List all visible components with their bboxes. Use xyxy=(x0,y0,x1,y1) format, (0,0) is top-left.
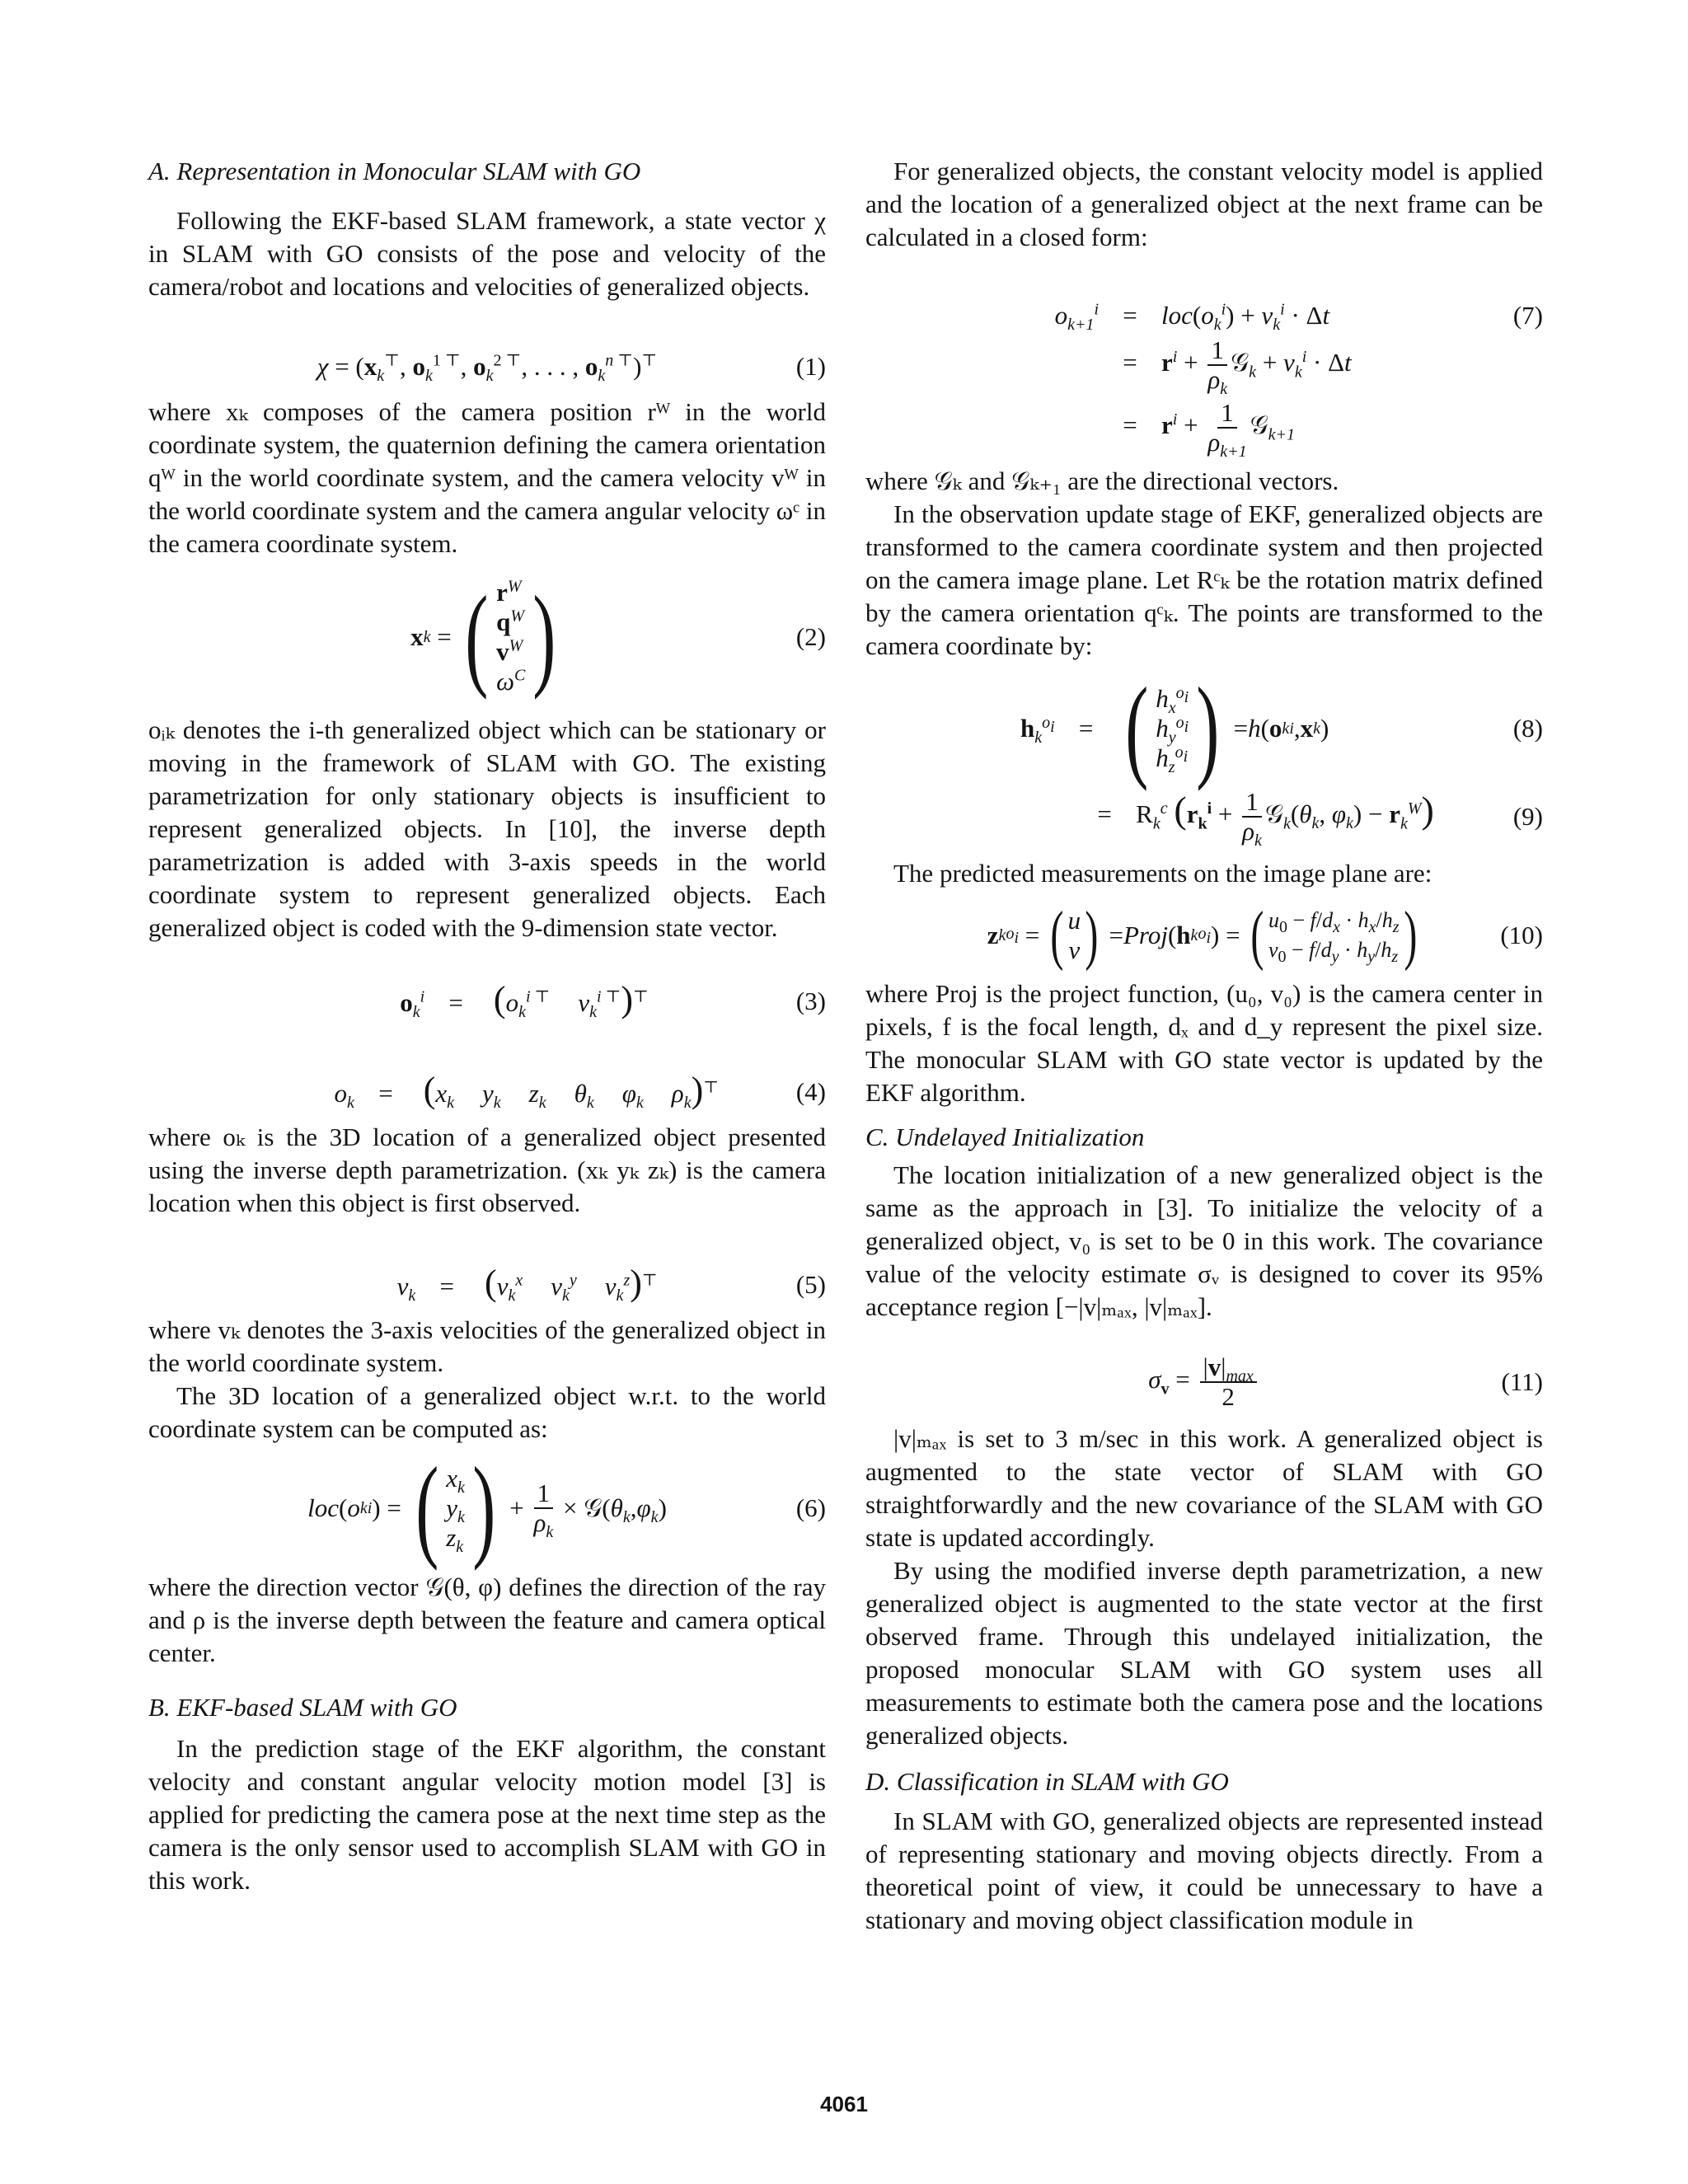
equation-7 xyxy=(865,297,1543,460)
equation-3 xyxy=(148,972,826,1030)
section-heading-c: C. Undelayed Initialization xyxy=(865,1122,1145,1151)
paragraph: where xₖ composes of the camera position rᵂ in the world coordinate system, the quaternion defining the camera orientation qᵂ in the world coordinate system, and the camera velocity vᵂ in the world coordinate system and the camera angular velocity ωᶜ in the camera coordinate system. xyxy=(148,397,826,558)
equation-number: (4) xyxy=(795,1077,826,1106)
equation-body: $o_k = (x_k$ $y_k$ $z_k$ $\theta_k$ $\varphi_k$ $\rho_k)^⊤$ xyxy=(334,1070,720,1113)
equation-number: (1) xyxy=(795,352,826,381)
equation-body: z k $o_i$ = ( u v ) = Proj ( h k $o_i$ ) = ( $u_0 - f/d_x \cdot h_x/h_z$ $v_0 - f/d_y \cdot h_y/h_z$ ) xyxy=(987,899,1417,972)
equation-number: (2) xyxy=(795,622,826,651)
paragraph: where Proj is the project function, (u₀, v₀) is the camera center in pixels, f is the focal length, dₓ and d_y represent the pixel size. The monocular SLAM with GO state vector is updated by the EKF algorithm. xyxy=(865,979,1543,1107)
equation-5 xyxy=(148,1256,826,1314)
paragraph: Following the EKF-based SLAM framework, a state vector χ in SLAM with GO consists of the pose and velocity of the camera/robot and locations and velocities of generalized objects. xyxy=(148,206,826,301)
paragraph: where oₖ is the 3D location of a generalized object presented using the inverse depth parametrization. (xₖ yₖ zₖ) is the camera location when this object is first observed. xyxy=(148,1122,826,1217)
equation-4 xyxy=(148,1063,826,1121)
equation-body: loc ( o k i ) = ( $x_k$ $y_k$ $z_k$ ) + $\frac{1}{\rho_k}$ × 𝒢( $\theta_k$ , $\varphi_k$ ) xyxy=(307,1444,667,1572)
equation-6 xyxy=(148,1444,826,1572)
equation-line: = $r^i$ + $\frac{1}{\rho_{k+1}}$ 𝒢$_{k+1}$ xyxy=(1123,398,1296,462)
equation-line: = $r^i$ + $\frac{1}{\rho_k}$ 𝒢$_k$ + $v_k^i \cdot \Delta t$ xyxy=(1123,335,1352,399)
equation-8-9 xyxy=(865,664,1543,852)
equation-2 xyxy=(148,567,826,707)
paragraph: where vₖ denotes the 3-axis velocities of the generalized object in the world coordinate system. xyxy=(148,1315,826,1377)
paragraph: By using the modified inverse depth parametrization, a new generalized object is augmented to the state vector at the first observed frame. Through this undelayed initialization, the proposed monocular SLAM with GO system uses all measurements to estimate both the camera pose and the locations generalized objects. xyxy=(865,1556,1543,1750)
paragraph: For generalized objects, the constant velocity model is applied and the location of a generalized object at the next frame can be calculated in a closed form: xyxy=(865,157,1543,251)
equation-body: $\sigma_v$ = $\frac{|v|_{max}}{2}$ xyxy=(1148,1353,1260,1411)
paragraph: The predicted measurements on the image plane are: xyxy=(893,859,1432,888)
equation-number: (9) xyxy=(1512,802,1543,831)
right-column xyxy=(865,155,1543,1937)
paragraph: |v|ₘₐₓ is set to 3 m/sec in this work. A generalized object is augmented to the state vector of SLAM with GO straightforwardly and the new covariance of the SLAM with GO state is updated accordingly. xyxy=(865,1424,1543,1552)
equation-number: (8) xyxy=(1512,714,1543,743)
equation-body: $\chi = (x_k^⊤$, $o_k^{1 ⊤}$, $o_k^{2 ⊤}$, . . . , $o_k^{n ⊤})^⊤$ xyxy=(316,351,658,386)
equation-number: (11) xyxy=(1501,1367,1543,1396)
equation-1 xyxy=(148,346,826,387)
equation-number: (10) xyxy=(1500,921,1543,949)
page-number: 4061 xyxy=(820,2092,868,2116)
left-column xyxy=(148,155,826,1897)
equation-body: x k = ( $r^W$ $q^W$ $v^W$ $\omega^C$ ) xyxy=(410,573,556,701)
paragraph: where the direction vector 𝒢(θ, φ) defines the direction of the ray and ρ is the inverse depth between the feature and camera optical center. xyxy=(148,1572,826,1667)
paragraph: where 𝒢ₖ and 𝒢ₖ₊₁ are the directional vectors. xyxy=(865,466,1339,495)
paragraph: In the prediction stage of the EKF algorithm, the constant velocity and constant angular velocity motion model [3] is applied for predicting the camera pose at the next time step as the camera is the only sensor used to accomplish SLAM with GO in this work. xyxy=(148,1734,826,1895)
equation-10 xyxy=(865,897,1543,974)
equation-number: (5) xyxy=(795,1270,826,1299)
equation-body: $v_k = (v_k^x$ $v_k^y$ $v_k^z)^⊤$ xyxy=(396,1263,658,1305)
paragraph: In the observation update stage of EKF, generalized objects are transformed to the camera coordinate system and then projected on the camera image plane. Let Rᶜₖ be the rotation matrix defined by the camera orientation qᶜₖ. The points are transformed to the camera coordinate by: xyxy=(865,499,1543,660)
equation-number: (3) xyxy=(795,987,826,1015)
equation-line: = $R_k^c$ ($r_k^i$ + $\frac{1}{\rho_k}$ $𝒢_k(\theta_k$, $\varphi_k) - r_k^W$) (9) xyxy=(1097,787,1543,851)
paragraph: In SLAM with GO, generalized objects are represented instead of representing stationary and moving objects directly. From a theoretical point of view, it could be unnecessary to have a stationary and moving object classification module in xyxy=(865,1807,1543,1934)
section-heading-d: D. Classification in SLAM with GO xyxy=(865,1767,1229,1796)
equation-11 xyxy=(865,1342,1543,1422)
equation-body: $o_k^i = (o_k^{i ⊤}$ $v_k^{i ⊤})^⊤$ xyxy=(400,979,649,1022)
section-heading-b: B. EKF-based SLAM with GO xyxy=(148,1693,457,1722)
paragraph: The location initialization of a new generalized object is the same as the approach in [3]. To initialize the velocity of a generalized object, v₀ is set to be 0 in this work. The covariance value of the velocity estimate σᵥ is designed to cover its 95% acceptance region [−|v|ₘₐₓ, |v|ₘₐₓ]. xyxy=(865,1160,1543,1321)
equation-number: (7) xyxy=(1512,301,1543,330)
paragraph: The 3D location of a generalized object w.r.t. to the world coordinate system can be computed as: xyxy=(148,1381,826,1443)
paragraph: oᵢₖ denotes the i-th generalized object which can be stationary or moving in the framework of SLAM with GO. The existing parametrization for only stationary objects is insufficient to represent generalized objects. In [10], the inverse depth parametrization is added with 3-axis speeds in the world coordinate system to represent generalized objects. Each generalized object is coded with the 9-dimension state vector. xyxy=(148,715,826,942)
section-heading-a: A. Representation in Monocular SLAM with GO xyxy=(148,157,641,185)
equation-line: $o_{k+1}^i = loc(o_k^i) + v_k^i \cdot \Delta t$ (7) xyxy=(1054,300,1543,335)
equation-line: $h_k^{o_i}$ = ( $h_x^{o_i}$ $h_y^{o_i}$ $h_z^{o_i}$ ) = h ( o k i , x k ) (8) xyxy=(1020,664,1543,792)
equation-number: (6) xyxy=(795,1493,826,1522)
